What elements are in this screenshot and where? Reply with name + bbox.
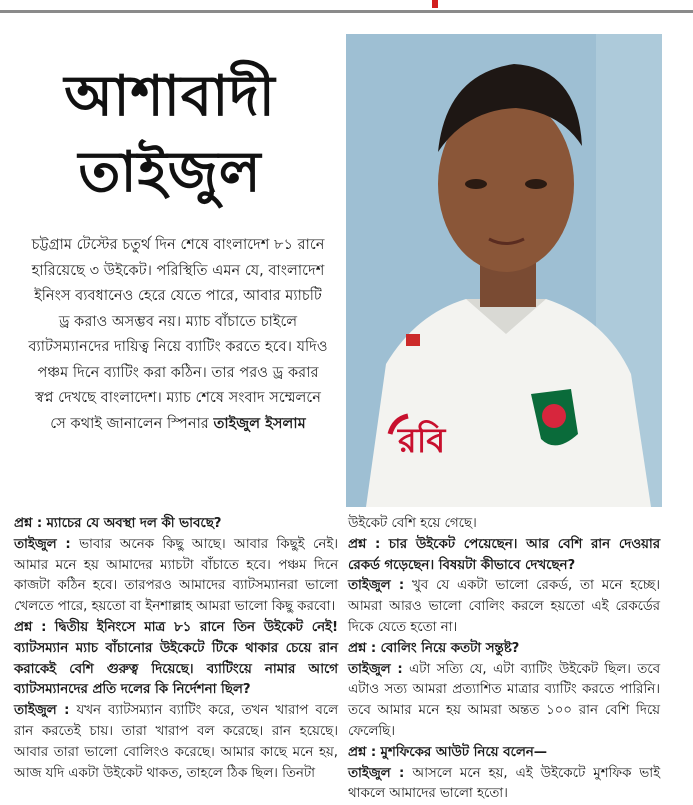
answer-text: উইকেট বেশি হয়ে গেছে। — [348, 516, 477, 531]
interview-question — [348, 639, 660, 660]
question-text: ম্যাচের যে অবস্থা দল কী ভাবছে? — [46, 516, 222, 531]
question-label: প্রশ্ন : — [14, 516, 43, 531]
answer-label: তাইজুল : — [14, 703, 70, 719]
interview-answer — [14, 535, 338, 618]
answer-text: যখন ব্যাটসম্যান ব্যাটিং করে, তখন খারাপ বলে রান করতেই চায়। তারা খারাপ বল করেছে। রান হয়েছে। আবার তারা ভালো বোলিংও করেছে। আমার কাছে মনে হয়, আজ যদি একটা উইকেট থাকত, তাহলে ঠিক ছিল। তিনটা — [14, 703, 338, 781]
interview-answer-continued — [348, 514, 660, 535]
headline — [0, 58, 340, 210]
interview-answer — [348, 660, 660, 743]
jersey-sponsor-text: রবি — [398, 421, 446, 461]
intro-text: চট্টগ্রাম টেস্টের চতুর্থ দিন শেষে বাংলাদেশ ৮১ রানে হারিয়েছে ৩ উইকেট। পরিস্থিতি এমন যে, বাংলাদেশ ইনিংস ব্যবধানেও হেরে যেতে পারে, আবার ম্যাচটি ড্র করাও অসম্ভব নয়। ম্যাচ বাঁচাতে চাইলে ব্যাটসম্যানদের দায়িত্ব নিয়ে ব্যাটিং করতে হবে। যদিও পঞ্চম দিনে ব্যাটিং করা কঠিন। তার পরও ড্র করার স্বপ্ন দেখছে বাংলাদেশ। ম্যাচ শেষে সংবাদ সম্মেলনে সে কথাই জানালেন স্পিনার — [28, 236, 328, 432]
interview-answer — [348, 576, 660, 638]
question-text: দ্বিতীয় ইনিংসে মাত্র ৮১ রানে তিন উইকেট নেই! ব্যাটসম্যান ম্যাচ বাঁচানোর উইকেটে টিকে থাকার চেয়ে রান করাকেই বেশি গুরুত্ব দিয়েছে। ব্যাটিংয়ে নামার আগে ব্যাটসম্যানদের প্রতি দলের কি নির্দেশনা ছিল? — [14, 619, 339, 698]
answer-label: তাইজুল : — [348, 578, 405, 594]
interview-question — [14, 618, 338, 701]
answer-text: ভাবার অনেক কিছু আছে। আবার কিছুই নেই। আমার মনে হয় আমাদের ম্যাচটা বাঁচাতে হবে। পঞ্চম দিনে কাজটা কঠিন হবে। তারপরও আমাদের ব্যাটসম্যানরা ভালো খেলতে পারে, হয়তো বা ইনশাল্লাহ আমরা ভালো কিছু করবো। — [14, 536, 338, 615]
question-text: চার উইকেট পেয়েছেন। আর বেশি রান দেওয়ার রেকর্ড গড়েছেন। বিষয়টা কীভাবে দেখছেন? — [348, 536, 661, 573]
headline-line-1: আশাবাদী — [64, 63, 276, 129]
interview-question — [348, 743, 660, 764]
interview-question — [348, 535, 660, 577]
interview-column-left — [14, 514, 338, 784]
question-label: প্রশ্ন : — [348, 536, 381, 552]
answer-text: আসলে মনে হয়, এই উইকেটে মুশফিক ভাই থাকলে আমাদের ভালো হতো। — [348, 765, 660, 802]
question-label: প্রশ্ন : — [348, 640, 377, 656]
intro-paragraph — [28, 232, 328, 436]
answer-label: তাইজুল : — [14, 536, 71, 552]
headline-line-2: তাইজুল — [78, 139, 262, 205]
interview-answer — [348, 764, 660, 805]
interview-column-right — [348, 514, 660, 805]
question-label: প্রশ্ন : — [348, 744, 377, 760]
question-text: বোলিং নিয়ে কতটা সন্তুষ্ট? — [380, 640, 520, 656]
intro-player-name: তাইজুল ইসলাম — [213, 414, 306, 432]
answer-label: তাইজুল : — [348, 765, 405, 781]
top-accent-mark — [432, 0, 438, 8]
player-photo — [346, 34, 662, 507]
question-label: প্রশ্ন : — [14, 619, 47, 635]
player-photo-illustration — [346, 34, 662, 507]
interview-answer — [14, 701, 338, 784]
interview-question — [14, 514, 338, 535]
answer-text: এটা সত্যি যে, এটা ব্যাটিং উইকেট ছিল। তবে এটাও সত্য আমরা প্রত্যাশিত মাত্রার ব্যাটিং করতে পারিনি। তবে আমার মনে হয় আমরা অন্তত ১০০ রান বেশি দিয়ে ফেলেছি। — [348, 661, 660, 739]
answer-text: খুব যে একটা ভালো রেকর্ড, তা মনে হচ্ছে। আমরা আরও ভালো বোলিং করলে হয়তো এই রেকর্ডের দিকে যেতে হতো না। — [348, 578, 660, 635]
top-rule — [0, 10, 693, 13]
question-text: মুশফিকের আউট নিয়ে বলেন— — [380, 744, 548, 760]
answer-label: তাইজুল : — [348, 661, 403, 677]
